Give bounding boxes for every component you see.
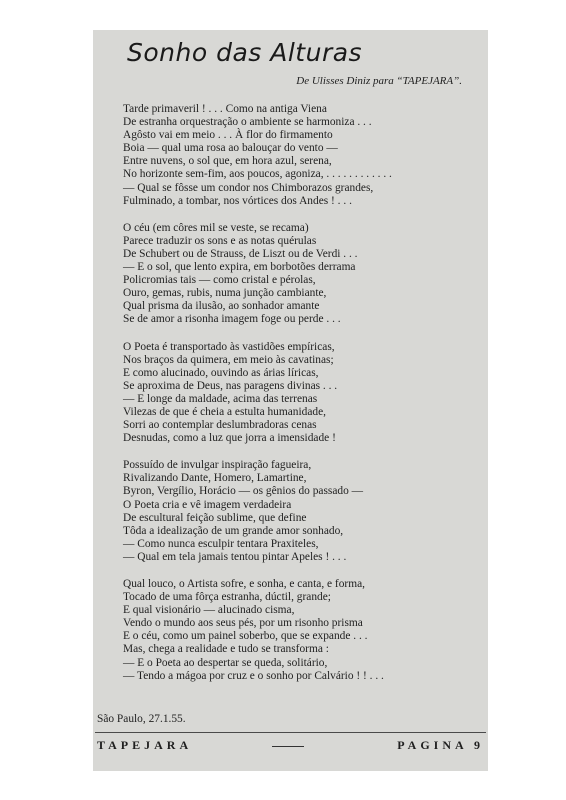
- poem-line: Se de amor a risonha imagem foge ou perde . . .: [123, 313, 341, 326]
- poem-line: E o céu, como um painel soberbo, que se expande . . .: [123, 630, 368, 643]
- poem-body: [123, 103, 483, 697]
- poem-line: — Tendo a mágoa por cruz e o sonho por Calvário ! ! . . .: [123, 669, 384, 682]
- poem-line: Parece traduzir os sons e as notas quérulas: [123, 234, 317, 247]
- poem-line: — Como nunca esculpir tentara Praxiteles,: [123, 537, 319, 550]
- poem-title: Sonho das Alturas: [127, 38, 363, 67]
- poem-line: Tôda a idealização de um grande amor sonhado,: [123, 524, 344, 537]
- poem-line: Agôsto vai em meio . . . À flor do firmamento: [123, 129, 333, 142]
- stanza-5: [123, 578, 483, 683]
- footer-divider: [95, 732, 486, 733]
- poem-line: Qual prisma da ilusão, ao sonhador amante: [123, 300, 320, 313]
- poem-line: Possuído de invulgar inspiração fagueira,: [123, 459, 312, 472]
- place-date-signoff: São Paulo, 27.1.55.: [97, 713, 186, 725]
- poem-line: — Qual se fôsse um condor nos Chimborazos grandes,: [123, 181, 374, 194]
- poem-line: Fulminado, a tombar, nos vórtices dos Andes ! . . .: [123, 194, 352, 207]
- poem-line: Entre nuvens, o sol que, em hora azul, serena,: [123, 155, 332, 168]
- footer-page-number: PAGINA 9: [397, 738, 484, 752]
- poem-line: — E o sol, que lento expira, em borbotões derrama: [123, 261, 356, 274]
- poem-line: — E o Poeta ao despertar se queda, solitário,: [123, 656, 328, 669]
- poem-line: De Schubert ou de Strauss, de Liszt ou de Verdi . . .: [123, 247, 358, 260]
- poem-line: De escultural feição sublime, que define: [123, 511, 307, 524]
- poem-line: O céu (em côres mil se veste, se recama): [123, 221, 309, 234]
- poem-line: O Poeta é transportado às vastidões empíricas,: [123, 340, 335, 353]
- footer-magazine-name: TAPEJARA: [97, 738, 193, 752]
- page-footer: [97, 738, 484, 758]
- stanza-3: [123, 341, 483, 446]
- poem-line: No horizonte sem-fim, aos poucos, agoniza, . . . . . . . . . . . .: [123, 168, 392, 181]
- poem-line: Rivalizando Dante, Homero, Lamartine,: [123, 472, 307, 485]
- poem-line: O Poeta cria e vê imagem verdadeira: [123, 498, 292, 511]
- poem-line: Policromias tais — como cristal e pérolas,: [123, 274, 316, 287]
- stanza-2: [123, 222, 483, 327]
- poem-line: Vilezas de que é cheia a estulta humanidade,: [123, 405, 326, 418]
- stanza-4: [123, 459, 483, 564]
- footer-dash-divider: [272, 746, 304, 747]
- poem-line: Desnudas, como a luz que jorra a imensidade !: [123, 432, 336, 445]
- poem-line: Sorri ao contemplar deslumbradoras cenas: [123, 419, 317, 432]
- poem-line: Tarde primaveril ! . . . Como na antiga Viena: [123, 103, 327, 115]
- poem-line: Nos braços da quimera, em meio às cavatinas;: [123, 353, 334, 366]
- poem-line: — E longe da maldade, acima das terrenas: [123, 392, 318, 405]
- poem-line: De estranha orquestração o ambiente se harmoniza . . .: [123, 116, 372, 129]
- magazine-page: [93, 30, 488, 771]
- poem-byline: De Ulisses Diniz para “TAPEJARA”.: [296, 75, 462, 87]
- stanza-1: [123, 103, 483, 208]
- poem-line: Mas, chega a realidade e tudo se transforma :: [123, 643, 329, 656]
- poem-line: Ouro, gemas, rubis, numa junção cambiante,: [123, 287, 327, 300]
- poem-line: Tocado de uma fôrça estranha, dúctil, grande;: [123, 591, 331, 604]
- poem-line: Byron, Vergílio, Horácio — os gênios do passado —: [123, 485, 364, 498]
- poem-line: Boia — qual uma rosa ao balouçar do vento —: [123, 142, 338, 155]
- poem-line: Vendo o mundo aos seus pés, por um risonho prisma: [123, 617, 363, 630]
- poem-line: — Qual em tela jamais tentou pintar Apeles ! . . .: [123, 550, 347, 563]
- poem-line: Qual louco, o Artista sofre, e sonha, e canta, e forma,: [123, 578, 365, 590]
- poem-line: Se aproxima de Deus, nas paragens divinas . . .: [123, 379, 338, 392]
- poem-line: E como alucinado, ouvindo as árias líricas,: [123, 366, 319, 379]
- poem-line: E qual visionário — alucinado cisma,: [123, 604, 295, 617]
